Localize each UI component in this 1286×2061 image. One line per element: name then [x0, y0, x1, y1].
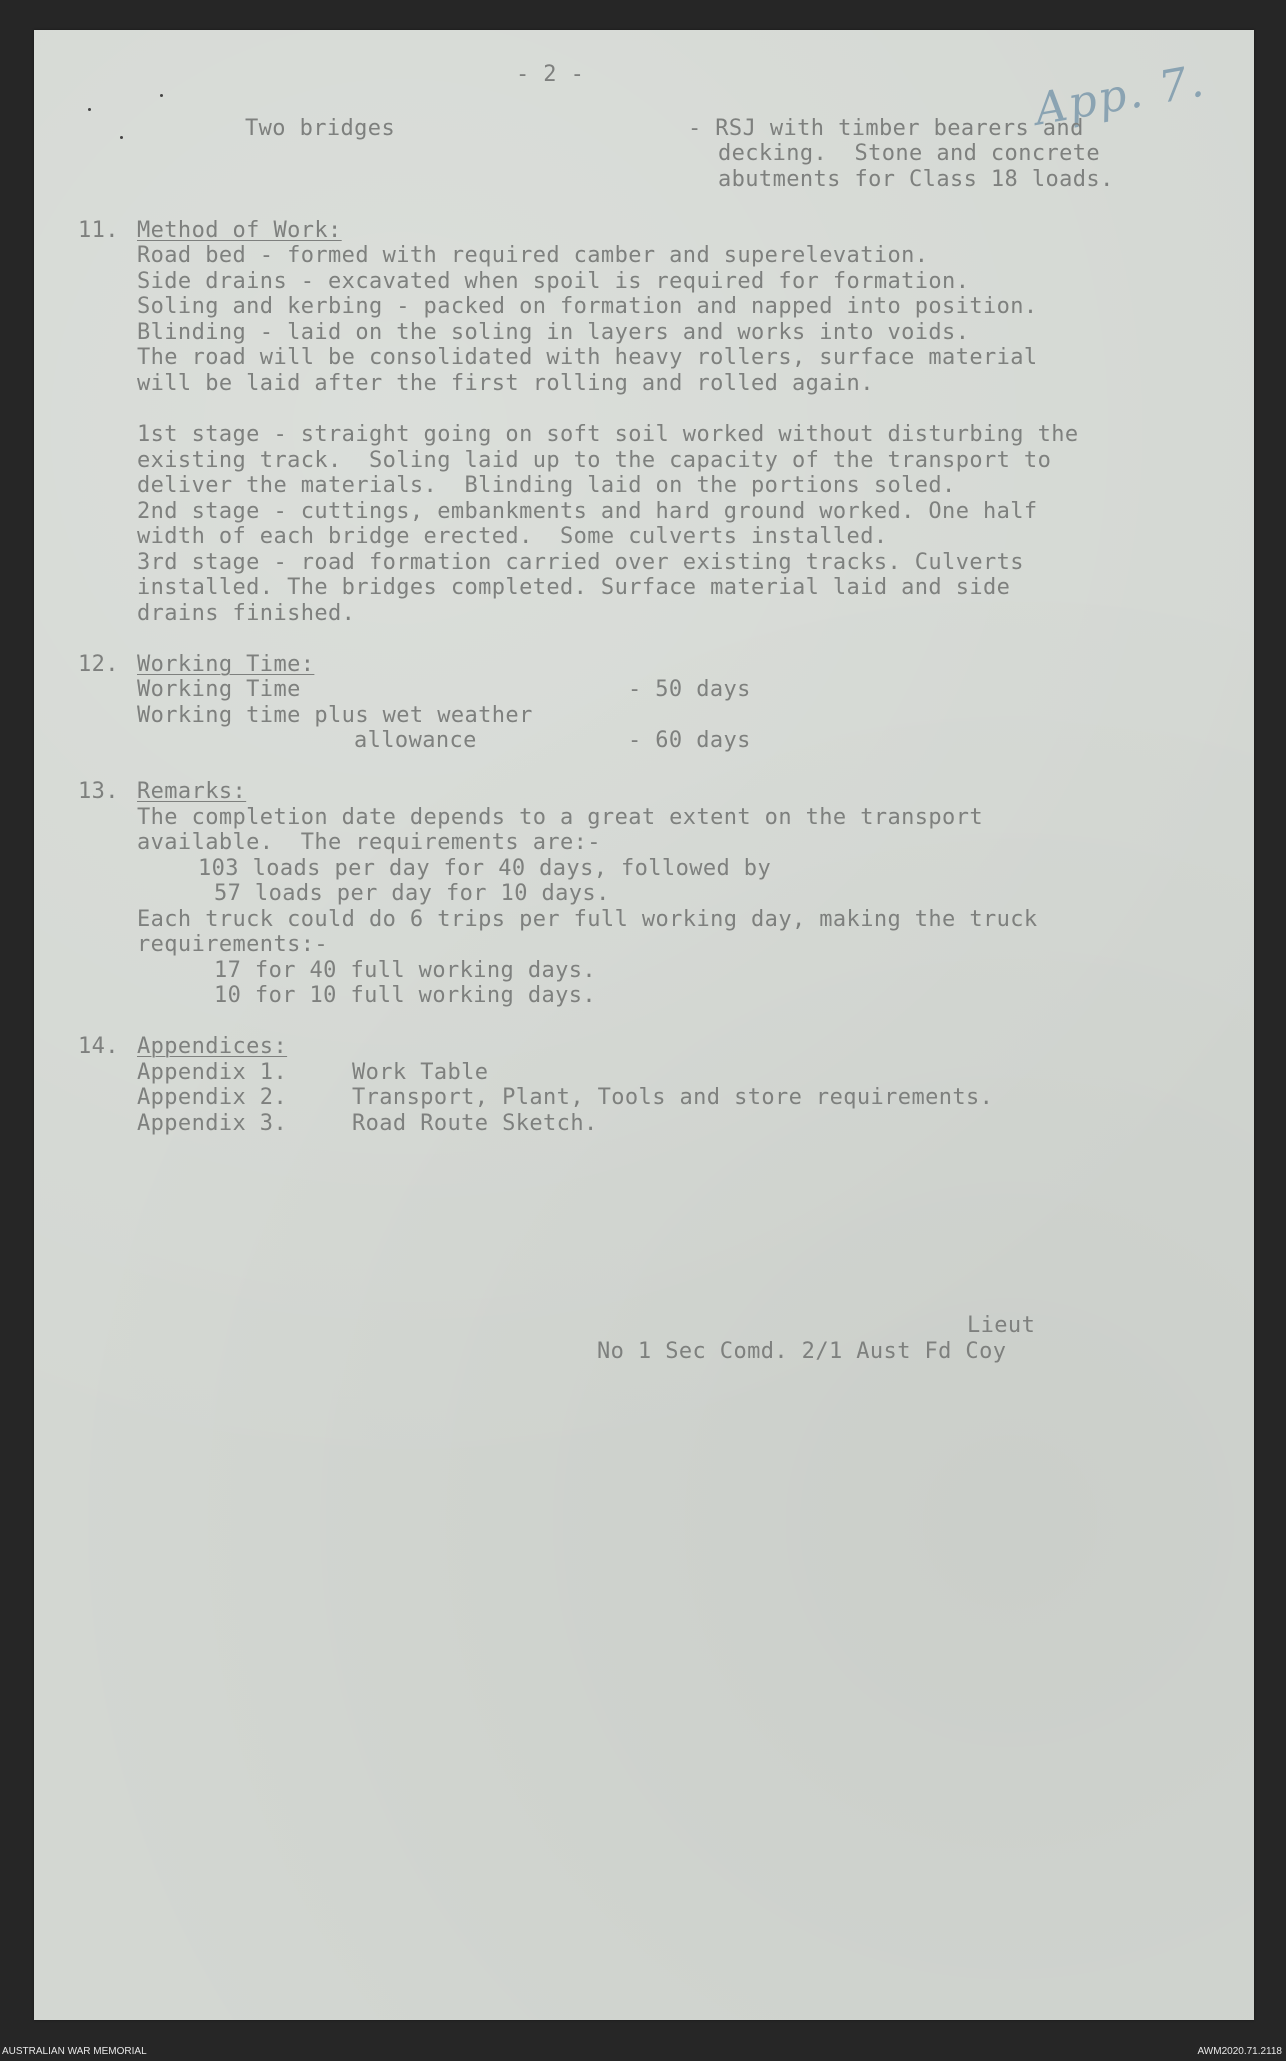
- bridges-spec-line: decking. Stone and concrete: [718, 141, 1101, 166]
- bridges-spec-line: abutments for Class 18 loads.: [718, 167, 1114, 192]
- section-number: 14.: [78, 1034, 119, 1059]
- section-number: 11.: [78, 218, 119, 243]
- appendix-ref: Appendix 1.: [137, 1060, 288, 1085]
- stage-line: existing track. Soling laid up to the capacity of the transport to: [137, 448, 1052, 473]
- appendix-title: Work Table: [352, 1060, 489, 1085]
- working-time-value: - 50 days: [628, 677, 751, 702]
- method-line: Side drains - excavated when spoil is required for formation.: [137, 269, 970, 294]
- wet-weather-label: Working time plus wet weather: [137, 703, 533, 728]
- document-page: [34, 30, 1254, 2020]
- stage-line: width of each bridge erected. Some culverts installed.: [137, 524, 888, 549]
- stage-line: deliver the materials. Blinding laid on the portions soled.: [137, 473, 956, 498]
- stage-line: 2nd stage - cuttings, embankments and hard ground worked. One half: [137, 499, 1038, 524]
- stage-line: drains finished.: [137, 601, 356, 626]
- remarks-line: available. The requirements are:-: [137, 830, 601, 855]
- stage-line: 3rd stage - road formation carried over existing tracks. Culverts: [137, 550, 1024, 575]
- section-heading-remarks: Remarks:: [137, 779, 247, 804]
- ink-speck: [88, 108, 91, 111]
- appendix-ref: Appendix 2.: [137, 1085, 288, 1110]
- handwritten-note: App. 7.: [1030, 55, 1210, 136]
- appendix-title: Transport, Plant, Tools and store requirements.: [352, 1085, 994, 1110]
- method-line: Soling and kerbing - packed on formation and napped into position.: [137, 294, 1038, 319]
- appendix-title: Road Route Sketch.: [352, 1111, 598, 1136]
- method-line: will be laid after the first rolling and rolled again.: [137, 371, 874, 396]
- signature-unit: No 1 Sec Comd. 2/1 Aust Fd Coy: [597, 1339, 1007, 1364]
- page-number: - 2 -: [516, 62, 585, 87]
- wet-weather-value: - 60 days: [628, 728, 751, 753]
- section-heading-working-time: Working Time:: [137, 652, 315, 677]
- method-line: Road bed - formed with required camber and superelevation.: [137, 243, 929, 268]
- remarks-line: 10 for 10 full working days.: [214, 983, 597, 1008]
- remarks-line: Each truck could do 6 trips per full working day, making the truck: [137, 907, 1038, 932]
- stage-line: 1st stage - straight going on soft soil worked without disturbing the: [137, 422, 1079, 447]
- bridges-item: Two bridges: [245, 116, 396, 141]
- footer-archive-name: AUSTRALIAN WAR MEMORIAL: [2, 2046, 147, 2057]
- method-line: Blinding - laid on the soling in layers and works into voids.: [137, 320, 970, 345]
- working-time-label: Working Time: [137, 677, 301, 702]
- remarks-line: requirements:-: [137, 932, 329, 957]
- remarks-line: The completion date depends to a great extent on the transport: [137, 805, 983, 830]
- bridges-spec-line: - RSJ with timber bearers and: [688, 116, 1084, 141]
- remarks-line: 17 for 40 full working days.: [214, 958, 597, 983]
- section-heading-appendices: Appendices:: [137, 1034, 288, 1059]
- allowance-label: allowance: [354, 728, 477, 753]
- stage-line: installed. The bridges completed. Surface material laid and side: [137, 575, 1011, 600]
- section-number: 12.: [78, 652, 119, 677]
- section-number: 13.: [78, 779, 119, 804]
- method-line: The road will be consolidated with heavy rollers, surface material: [137, 345, 1038, 370]
- ink-speck: [120, 136, 123, 139]
- signature-rank: Lieut: [967, 1313, 1036, 1338]
- appendix-ref: Appendix 3.: [137, 1111, 288, 1136]
- remarks-line: 103 loads per day for 40 days, followed by: [198, 856, 772, 881]
- section-heading-method-of-work: Method of Work:: [137, 218, 342, 243]
- ink-speck: [160, 94, 163, 97]
- remarks-line: 57 loads per day for 10 days.: [214, 881, 610, 906]
- footer-accession-number: AWM2020.71.2118: [1197, 2046, 1282, 2057]
